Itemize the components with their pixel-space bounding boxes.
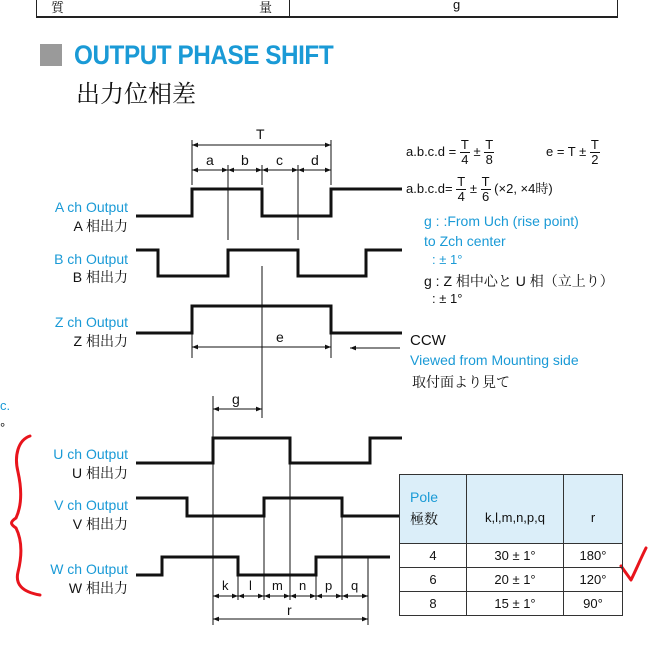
dim-c: c — [276, 152, 283, 168]
dim-e: e — [276, 329, 284, 345]
pole-cell: 4 — [400, 544, 467, 568]
w-phase-waveform — [136, 557, 390, 575]
w-ch-output-label: W ch Output — [50, 561, 128, 577]
dim-a: a — [206, 152, 214, 168]
dim-r: r — [287, 602, 292, 618]
g-note-jp-1: g : Z 相中心と U 相（立上り） — [424, 273, 614, 289]
dim-d: d — [311, 152, 319, 168]
dim-g: g — [232, 391, 240, 407]
v-phase-output-label: V 相出力 — [72, 516, 128, 532]
r-cell: 120° — [564, 568, 623, 592]
dim-T: T — [256, 126, 265, 142]
table-header-row — [400, 475, 623, 544]
fraction-t-over-8: $\frac{T}{8}$ — [485, 137, 494, 167]
z-phase-waveform — [136, 306, 402, 333]
dim-n: n — [299, 578, 307, 593]
a-ch-output-label: A ch Output — [54, 199, 128, 215]
formula-abcd-1: a.b.c.d = $\frac{T}{4}$ ± $\frac{T}{8}$ — [406, 137, 494, 167]
left-edge-degree: ° — [0, 420, 6, 435]
u-phase-output-label: U 相出力 — [72, 465, 128, 481]
formula-abcd-2: a.b.c.d= $\frac{T}{4}$ ± $\frac{T}{6}$ (×2, ×4時) — [406, 174, 553, 204]
pole-cell: 8 — [400, 592, 467, 616]
table-row — [400, 568, 623, 592]
dim-b: b — [241, 152, 249, 168]
fraction-t-over-2: $\frac{T}{2}$ — [590, 137, 599, 167]
red-brace-annotation — [12, 436, 41, 595]
pole-table — [399, 474, 623, 616]
red-checkmark-annotation — [621, 548, 646, 580]
formula-e: e = T ± $\frac{T}{2}$ — [546, 137, 599, 167]
w-phase-output-label: W 相出力 — [68, 580, 128, 596]
pole-header: Pole 極数 — [400, 475, 467, 544]
fraction-t-over-4-b: $\frac{T}{4}$ — [457, 174, 466, 204]
z-ch-output-label: Z ch Output — [54, 314, 128, 330]
r-cell: 90° — [564, 592, 623, 616]
dim-k: k — [222, 578, 229, 593]
mass-value: g — [453, 0, 461, 12]
ccw-label: CCW — [410, 332, 446, 349]
u-phase-waveform — [136, 438, 402, 463]
klmnpq-cell: 15 ± 1° — [467, 592, 564, 616]
pole-cell: 6 — [400, 568, 467, 592]
section-title-jp: 出力位相差 — [76, 81, 196, 108]
klmnpq-cell: 30 ± 1° — [467, 544, 564, 568]
z-phase-output-label: Z 相出力 — [73, 333, 128, 349]
v-phase-waveform — [136, 498, 402, 516]
a-phase-waveform — [136, 189, 402, 216]
viewed-from-label-jp: 取付面より見て — [412, 374, 510, 390]
mass-label: 質 — [51, 0, 65, 15]
mass-unit-label: 量 — [259, 0, 273, 15]
dim-p: p — [325, 578, 333, 593]
a-phase-output-label: A 相出力 — [73, 218, 128, 234]
r-cell: 180° — [564, 544, 623, 568]
klmnpq-cell: 20 ± 1° — [467, 568, 564, 592]
dim-q: q — [351, 578, 359, 593]
dim-l: l — [249, 578, 252, 593]
klmnpq-header: k,l,m,n,p,q — [467, 475, 564, 544]
b-ch-output-label: B ch Output — [54, 251, 128, 267]
g-note-en-3: : ± 1° — [432, 252, 463, 267]
table-row — [400, 544, 623, 568]
g-note-jp-2: : ± 1° — [432, 291, 463, 306]
fraction-t-over-6: $\frac{T}{6}$ — [481, 174, 490, 204]
dim-m: m — [272, 578, 283, 593]
g-note-en-2: to Zch center — [424, 233, 506, 249]
v-ch-output-label: V ch Output — [54, 497, 128, 513]
section-title: OUTPUT PHASE SHIFT — [74, 40, 334, 70]
r-header: r — [564, 475, 623, 544]
b-phase-waveform — [136, 250, 402, 276]
fraction-t-over-4: $\frac{T}{4}$ — [460, 137, 469, 167]
b-phase-output-label: B 相出力 — [72, 269, 128, 285]
viewed-from-label: Viewed from Mounting side — [410, 352, 579, 368]
u-ch-output-label: U ch Output — [53, 446, 128, 462]
left-edge-text: c. — [0, 398, 11, 413]
g-note-en-1: g : :From Uch (rise point) — [424, 213, 579, 229]
table-row — [400, 592, 623, 616]
